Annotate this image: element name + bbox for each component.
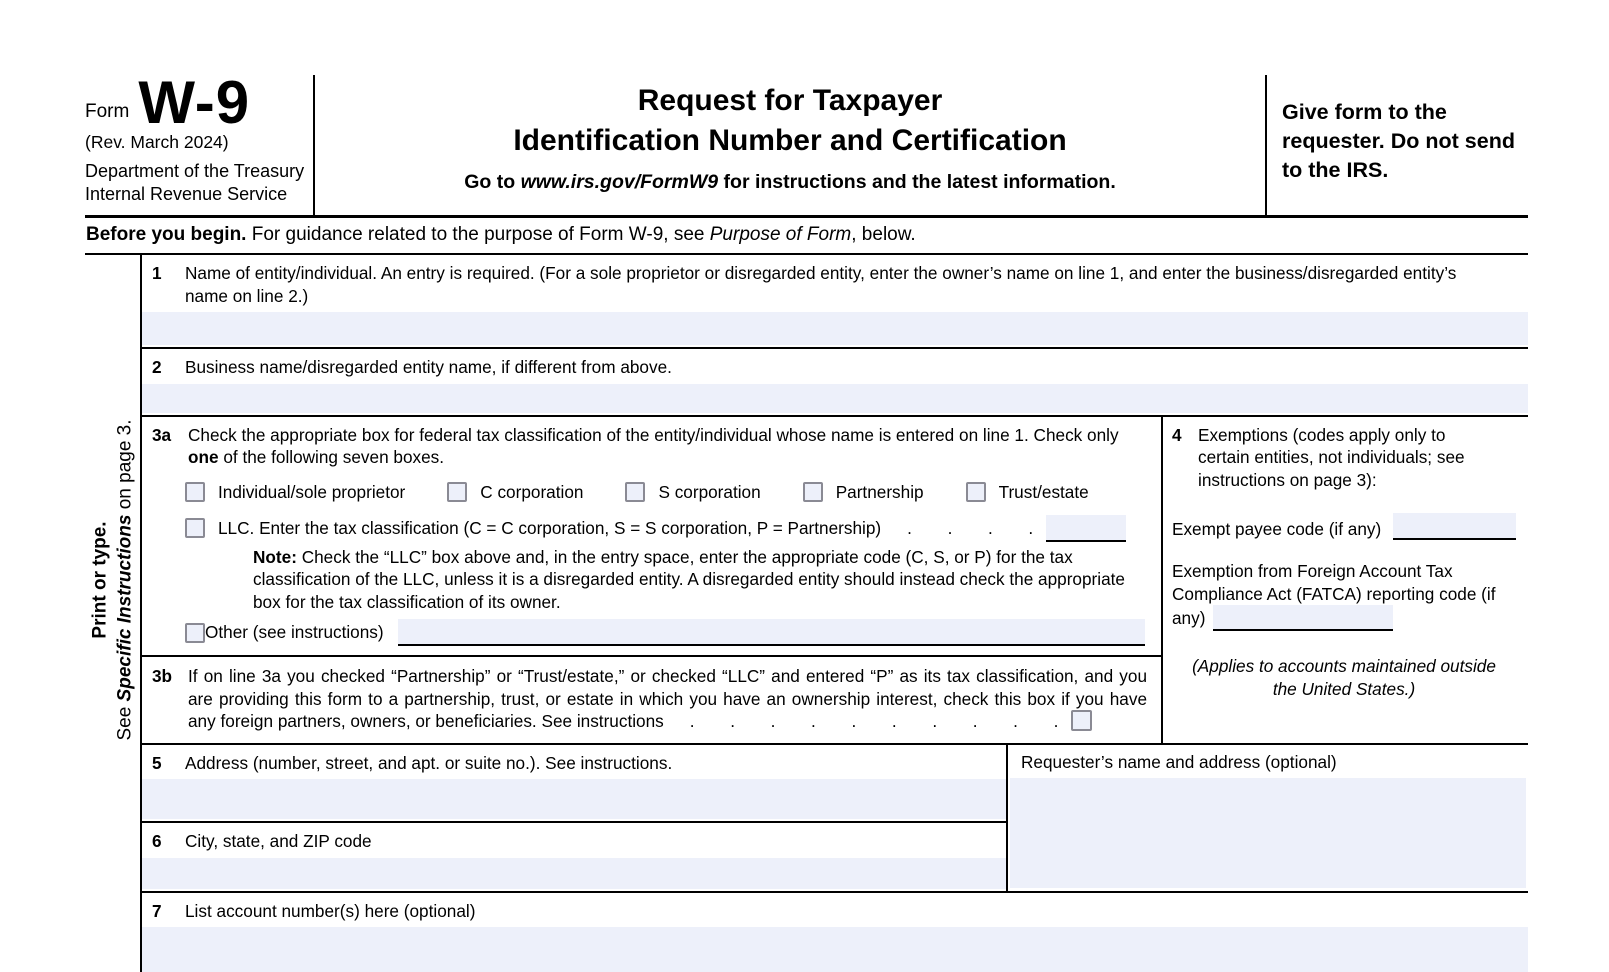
business-name-input[interactable] — [142, 384, 1528, 413]
form-subtitle — [315, 171, 1265, 194]
s-corporation-option — [625, 482, 760, 503]
s-corporation-label: S corporation — [658, 482, 760, 503]
line3b-label-wrap — [188, 665, 1147, 733]
exempt-payee-label: Exempt payee code (if any) — [1172, 518, 1381, 541]
requester-name-address-input[interactable] — [1010, 778, 1526, 888]
city-state-zip-input[interactable] — [142, 858, 1006, 889]
checkbox-individual-sole-proprietor[interactable] — [185, 482, 205, 502]
partnership-label: Partnership — [836, 482, 924, 503]
before-begin-bold: Before you begin. — [86, 224, 246, 245]
line1-label: Name of entity/individual. An entry is required. (For a sole proprietor or disregarded entity, enter the owner’s name on line 1, and enter the business/disregarded entity’s name on line 2.) — [185, 262, 1488, 307]
note-bold: Note: — [253, 547, 297, 567]
line7-row — [142, 893, 1528, 972]
form-content — [85, 75, 1528, 972]
subtitle-prefix: Go to — [464, 171, 520, 193]
form-number-line — [85, 77, 313, 128]
applies-note: (Applies to accounts maintained outside the United States.) — [1189, 655, 1499, 700]
line6-label-line — [142, 823, 1006, 853]
partnership-option — [803, 482, 924, 503]
llc-code-input[interactable] — [1046, 515, 1126, 542]
form-header — [85, 75, 1528, 218]
exempt-payee-row — [1172, 513, 1516, 540]
print-or-type-sidebar — [85, 255, 140, 972]
line6-label: City, state, and ZIP code — [185, 830, 966, 853]
subtitle-suffix: for instructions and the latest information. — [718, 171, 1116, 193]
line4-label-line — [1172, 424, 1516, 492]
form-title-block — [315, 75, 1265, 215]
line3-row — [142, 417, 1528, 745]
irs-url: www.irs.gov/FormW9 — [521, 171, 719, 193]
before-you-begin — [85, 218, 1528, 255]
form-rows — [140, 255, 1528, 972]
fatca-row — [1172, 560, 1516, 631]
address-column — [142, 745, 1008, 891]
line2-label: Business name/disregarded entity name, if different from above. — [185, 356, 1488, 379]
form-number: W-9 — [138, 77, 250, 128]
checkbox-llc[interactable] — [185, 518, 205, 538]
individual-label: Individual/sole proprietor — [218, 482, 405, 503]
line3b-number: 3b — [152, 665, 188, 733]
agency-line: Internal Revenue Service — [85, 183, 313, 206]
llc-dot-leader: . . . . — [907, 518, 1034, 539]
line3a-label — [188, 424, 1147, 469]
individual-option — [185, 482, 405, 503]
line2-row — [142, 349, 1528, 417]
tax-classification-checkboxes — [185, 482, 1147, 503]
line3-left-column — [142, 417, 1163, 743]
line7-label: List account number(s) here (optional) — [185, 900, 1488, 923]
address-input[interactable] — [142, 779, 1006, 819]
line6-row — [142, 823, 1006, 889]
purpose-of-form-ref: Purpose of Form — [710, 224, 852, 245]
give-form-text: Give form to the requester. Do not send to the IRS. — [1282, 98, 1522, 185]
line5-label: Address (number, street, and apt. or suite no.). See instructions. — [185, 752, 966, 775]
form-body — [85, 255, 1528, 972]
llc-note — [253, 546, 1147, 614]
llc-label: LLC. Enter the tax classification (C = C corporation, S = S corporation, P = Partnership) — [218, 518, 881, 539]
line3a-label-prefix: Check the appropriate box for federal tax classification of the entity/individual whose name is entered on line 1. Check only — [188, 425, 1119, 445]
checkbox-partnership[interactable] — [803, 482, 823, 502]
line5-number: 5 — [152, 752, 185, 775]
line3b-dot-leader: . . . . . . . . . . — [690, 711, 1060, 731]
line4-number: 4 — [1172, 424, 1198, 492]
llc-option — [185, 515, 1147, 542]
side-see: See — [114, 701, 135, 740]
exempt-payee-code-input[interactable] — [1393, 513, 1516, 540]
line2-label-line — [142, 349, 1528, 379]
checkbox-c-corporation[interactable] — [447, 482, 467, 502]
line3a-label-one: one — [188, 447, 219, 467]
checkbox-foreign-partners[interactable] — [1071, 710, 1092, 731]
department-line: Department of the Treasury — [85, 160, 313, 183]
trust-estate-label: Trust/estate — [999, 482, 1089, 503]
print-or-type-line: Print or type. — [88, 390, 113, 770]
specific-instructions-ref: Specific Instructions — [114, 515, 135, 702]
line4-column — [1163, 417, 1528, 743]
give-form-block — [1265, 75, 1528, 215]
line4-label: Exemptions (codes apply only to certain entities, not individuals; see instructions on page 3): — [1198, 424, 1498, 492]
trust-estate-option — [966, 482, 1089, 503]
form-title-line2: Identification Number and Certification — [315, 121, 1265, 161]
line1-number: 1 — [152, 262, 185, 307]
form-title-line1: Request for Taxpayer — [315, 81, 1265, 121]
form-revision: (Rev. March 2024) — [85, 132, 313, 153]
line3a-label-line — [142, 417, 1161, 469]
checkbox-s-corporation[interactable] — [625, 482, 645, 502]
line1-label-line — [142, 255, 1528, 307]
form-title — [315, 81, 1265, 161]
note-text: Check the “LLC” box above and, in the entry space, enter the appropriate code (C, S, or P) for the tax classification of the LLC, unless it is a disregarded entity. A disregarded entity should instead check the appropriate box for the tax classification of its owner. — [253, 547, 1125, 612]
account-numbers-input[interactable] — [142, 927, 1528, 972]
form-identity-block — [85, 75, 315, 215]
line6-number: 6 — [152, 830, 185, 853]
line7-label-line — [142, 893, 1528, 923]
before-begin-text2: , below. — [851, 224, 915, 245]
other-label: Other (see instructions) — [205, 622, 384, 643]
line3b-section — [142, 655, 1161, 743]
name-input[interactable] — [142, 312, 1528, 345]
line1-row — [142, 255, 1528, 349]
requester-column — [1008, 745, 1528, 891]
line5-6-row — [142, 745, 1528, 893]
c-corporation-label: C corporation — [480, 482, 583, 503]
other-option — [185, 619, 1145, 646]
department-agency — [85, 160, 313, 205]
c-corporation-option — [447, 482, 583, 503]
before-begin-text1: For guidance related to the purpose of Form W-9, see — [246, 224, 709, 245]
form-word: Form — [85, 101, 129, 128]
line5-row — [142, 745, 1006, 824]
requester-label: Requester’s name and address (optional) — [1008, 745, 1528, 773]
line7-number: 7 — [152, 900, 185, 923]
fatca-label: Exemption from Foreign Account Tax Compliance Act (FATCA) reporting code (if any) — [1172, 561, 1496, 628]
line3a-label-suffix: of the following seven boxes. — [219, 447, 445, 467]
checkbox-trust-estate[interactable] — [966, 482, 986, 502]
line2-number: 2 — [152, 356, 185, 379]
line5-label-line — [142, 745, 1006, 775]
fatca-code-input[interactable] — [1213, 605, 1393, 631]
line3b-label: If on line 3a you checked “Partnership” or “Trust/estate,” or checked “LLC” and entered “P” as its tax classification, and you are providing this form to a partnership, trust, or estate in which you have an ownership interest, check this box if you have any foreign partners, owners, or beneficiaries. See instructions — [188, 666, 1147, 731]
line3a-number: 3a — [152, 424, 188, 469]
specific-instructions-line — [113, 390, 138, 770]
side-page3: on page 3. — [114, 419, 135, 514]
print-or-type-label — [88, 390, 137, 770]
other-input[interactable] — [398, 619, 1145, 646]
checkbox-other[interactable] — [185, 623, 205, 643]
